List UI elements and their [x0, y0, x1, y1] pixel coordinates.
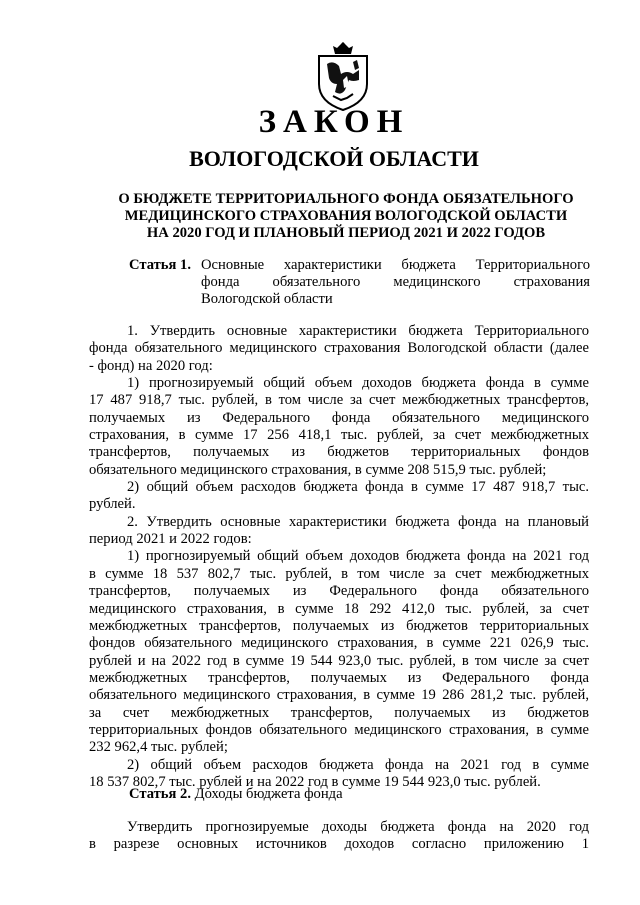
body-line: Утвердить прогнозируемые доходы бюджета фонда на 2020 год — [127, 819, 589, 835]
body-line: в разрезе основных источников доходов согласно приложению 1 — [89, 836, 589, 853]
article-1-label — [129, 257, 191, 274]
article-title: Доходы бюджета фонда — [194, 786, 343, 802]
body-line: 18 537 802,7 тыс. рублей и на 2022 год в сумме 19 544 923,0 тыс. рублей. — [89, 773, 541, 790]
body-line: межбюджетных трансфертов, получаемых из бюджетов территориальных — [89, 617, 589, 634]
region-title: ВОЛОГОДСКОЙ ОБЛАСТИ — [189, 146, 479, 171]
body-line: медицинского страхования, в сумме 18 292 412,0 тыс. рублей, за счет — [89, 600, 589, 617]
subject-line: НА 2020 ГОД И ПЛАНОВЫЙ ПЕРИОД 2021 И 2022 ГОДОВ — [146, 225, 546, 241]
body-line: 2) общий объем расходов бюджета фонда в сумме 17 487 918,7 тыс. — [127, 479, 589, 496]
body-line: страхования, в сумме 17 256 418,1 тыс. рублей, за счет межбюджетных — [89, 427, 589, 444]
body-line: 2) общий объем расходов бюджета фонда на 2021 год в сумме — [127, 756, 589, 773]
article-1-body — [89, 323, 589, 791]
body-line: период 2021 и 2022 годов: — [89, 531, 252, 548]
article-2-heading — [129, 786, 343, 803]
body-line: обязательного медицинского страхования, в сумме 19 286 281,2 тыс. рублей, — [89, 687, 589, 704]
body-line: 2. Утвердить основные характеристики бюджета фонда на плановый — [127, 513, 589, 530]
body-line: фондов обязательного медицинского страхования, в сумме 221 026,9 тыс. — [89, 635, 589, 652]
body-line: фонда обязательного медицинского страхования Вологодской области (далее — [89, 340, 589, 357]
body-line: 1) прогнозируемый общий объем доходов бюджета фонда в сумме — [127, 375, 589, 392]
body-line: рублей и на 2022 год в сумме 19 544 923,0 тыс. рублей, в том числе за счет — [89, 652, 589, 669]
body-line: трансфертов, получаемых из бюджетов территориальных фондов — [89, 444, 589, 461]
article-label: Статья 2. — [129, 786, 191, 802]
body-line: межбюджетных трансфертов, получаемых из Федерального фонда — [89, 669, 589, 686]
body-line: - фонд) на 2020 год: — [89, 357, 213, 374]
article-title-line: фонда обязательного медицинского страхования — [201, 274, 590, 290]
article-label: Статья 1. — [129, 257, 191, 273]
article-title-line: Вологодской области — [201, 291, 333, 307]
body-line: 17 487 918,7 тыс. рублей, в том числе за счет межбюджетных трансфертов, — [89, 392, 589, 409]
body-line: трансфертов, получаемых из Федерального фонда обязательного — [89, 583, 589, 600]
body-line: рублей. — [89, 496, 136, 513]
body-line: территориальных фондов обязательного медицинского страхования, в сумме — [89, 721, 589, 738]
law-title: ЗАКОН — [258, 104, 410, 140]
body-line: в сумме 18 537 802,7 тыс. рублей, в том числе за счет межбюджетных — [89, 565, 589, 582]
body-line: 232 962,4 тыс. рублей; — [89, 739, 228, 756]
article-1-title — [201, 257, 590, 308]
body-line: 1. Утвердить основные характеристики бюджета Территориального — [127, 323, 589, 339]
subject-line: О БЮДЖЕТЕ ТЕРРИТОРИАЛЬНОГО ФОНДА ОБЯЗАТЕЛЬНОГО — [118, 191, 574, 207]
body-line: за счет межбюджетных трансфертов, получаемых из бюджетов — [89, 704, 589, 721]
body-line: получаемых из Федерального фонда обязательного медицинского — [89, 409, 589, 426]
body-line: обязательного медицинского страхования, в сумме 208 515,9 тыс. рублей; — [89, 461, 547, 478]
article-title-line: Основные характеристики бюджета Территориального — [201, 257, 590, 273]
article-2-body — [89, 819, 589, 854]
subject-line: МЕДИЦИНСКОГО СТРАХОВАНИЯ ВОЛОГОДСКОЙ ОБЛАСТИ — [124, 208, 568, 224]
law-subject — [96, 191, 596, 242]
coat-of-arms-emblem — [313, 40, 373, 112]
body-line: 1) прогнозируемый общий объем доходов бюджета фонда на 2021 год — [127, 548, 589, 565]
